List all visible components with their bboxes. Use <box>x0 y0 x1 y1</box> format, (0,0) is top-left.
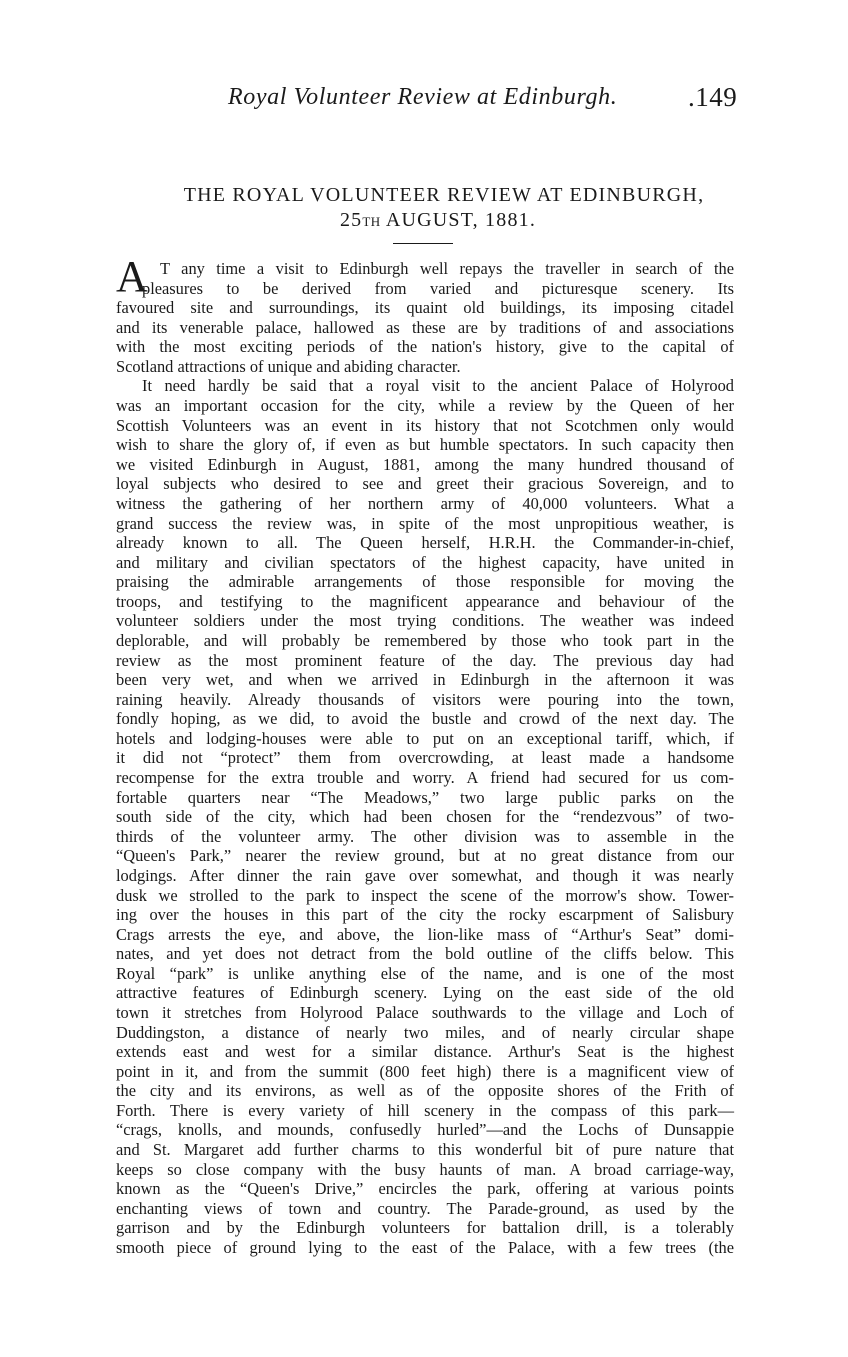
text-line: Scotland attractions of unique and abiding character. <box>116 356 461 376</box>
text-line: already known to all. The Queen herself, H.R.H. the Commander-in-chief, <box>116 533 734 553</box>
article-title: THE ROYAL VOLUNTEER REVIEW AT EDINBURGH, <box>183 184 705 206</box>
article-body <box>116 259 734 1257</box>
text-line: Duddingston, a distance of nearly two miles, and of nearly circular shape <box>116 1022 734 1042</box>
text-line: been very wet, and when we arrived in Edinburgh in the afternoon it was <box>116 670 734 690</box>
article-date <box>14 209 848 232</box>
text-line: Scottish Volunteers was an event in its history that not Scotchmen only would <box>116 415 734 435</box>
running-title: Royal Volunteer Review at Edinburgh. <box>228 84 618 110</box>
drop-cap: A <box>116 252 148 301</box>
text-line: recompense for the extra trouble and worry. A friend had secured for us com- <box>116 768 734 788</box>
text-line: “crags, knolls, and mounds, confusedly hurled”—and the Lochs of Dunsappie <box>116 1120 734 1140</box>
text-line: pleasures to be derived from varied and picturesque scenery. Its <box>142 278 734 298</box>
text-line: known as the “Queen's Drive,” encircles the park, offering at various points <box>116 1179 734 1199</box>
text-line: ing over the houses in this part of the city the rocky escarpment of Salisbury <box>116 905 734 925</box>
text-line: it did not “protect” them from overcrowding, at least made a handsome <box>116 748 734 768</box>
text-line: keeps so close company with the busy haunts of man. A broad carriage-way, <box>116 1159 734 1179</box>
text-line: wish to share the glory of, if even as but humble spectators. In such capacity then <box>116 435 734 455</box>
text-line: south side of the city, which had been chosen for the “rendezvous” of two- <box>116 807 734 827</box>
text-line: praising the admirable arrangements of those responsible for moving the <box>116 572 734 592</box>
text-line: Crags arrests the eye, and above, the lion-like mass of “Arthur's Seat” domi- <box>116 924 734 944</box>
text-line: the city and its environs, as well as of the opposite shores of the Frith of <box>116 1081 734 1101</box>
text-line: dusk we strolled to the park to inspect the scene of the morrow's show. Tower- <box>116 885 734 905</box>
text-line: and St. Margaret add further charms to this wonderful bit of pure nature that <box>116 1140 734 1160</box>
text-line: we visited Edinburgh in August, 1881, among the many hundred thousand of <box>116 454 734 474</box>
text-line: hotels and lodging-houses were able to put on an exceptional tariff, which, if <box>116 728 734 748</box>
date-day-suffix: TH <box>362 214 381 229</box>
text-line: Royal “park” is unlike anything else of the name, and is one of the most <box>116 963 734 983</box>
text-line: and its venerable palace, hallowed as these are by traditions of and associations <box>116 317 734 337</box>
text-line: favoured site and surroundings, its quaint old buildings, its imposing citadel <box>116 298 734 318</box>
text-line: point in it, and from the summit (800 feet high) there is a magnificent view of <box>116 1061 734 1081</box>
text-line: smooth piece of ground lying to the east of the Palace, with a few trees (the <box>116 1237 734 1257</box>
running-head <box>0 84 848 114</box>
text-line: with the most exciting periods of the nation's history, give to the capital of <box>116 337 734 357</box>
text-line: was an important occasion for the city, while a review by the Queen of her <box>116 396 734 416</box>
text-line: lodgings. After dinner the rain gave over somewhat, and though it was nearly <box>116 865 734 885</box>
text-line: deplorable, and will probably be remembered by those who took part in the <box>116 630 734 650</box>
text-line: Forth. There is every variety of hill scenery in the compass of this park— <box>116 1100 734 1120</box>
text-line: garrison and by the Edinburgh volunteers for battalion drill, is a tolerably <box>116 1218 734 1238</box>
text-line: nates, and yet does not detract from the bold outline of the cliffs below. This <box>116 944 734 964</box>
text-line: grand success the review was, in spite of the most unpropitious weather, is <box>116 513 734 533</box>
text-line: loyal subjects who desired to see and greet their gracious Sovereign, and to <box>116 474 734 494</box>
text-line: fortable quarters near “The Meadows,” two large public parks on the <box>116 787 734 807</box>
text-line: troops, and testifying to the magnificent appearance and behaviour of the <box>116 591 734 611</box>
text-line: extends east and west for a similar distance. Arthur's Seat is the highest <box>116 1042 734 1062</box>
text-line: attractive features of Edinburgh scenery. Lying on the east side of the old <box>116 983 734 1003</box>
text-line: thirds of the volunteer army. The other division was to assemble in the <box>116 826 734 846</box>
text-line: fondly hoping, as we did, to avoid the bustle and crowd of the next day. The <box>116 709 734 729</box>
title-divider <box>393 243 453 244</box>
date-rest: AUGUST, 1881. <box>385 209 537 231</box>
text-line: review as the most prominent feature of the day. The previous day had <box>116 650 734 670</box>
text-line: volunteer soldiers under the most trying conditions. The weather was indeed <box>116 611 734 631</box>
page-number: .149 <box>688 82 738 112</box>
text-line: T any time a visit to Edinburgh well repays the traveller in search of the <box>160 259 734 278</box>
text-line: and military and civilian spectators of the highest capacity, have united in <box>116 552 734 572</box>
text-line: town it stretches from Holyrood Palace southwards to the village and Loch of <box>116 1002 734 1022</box>
text-line: It need hardly be said that a royal visit to the ancient Palace of Holyrood <box>142 376 734 396</box>
text-line: “Queen's Park,” nearer the review ground, but at no great distance from our <box>116 846 734 866</box>
date-day: 25 <box>339 209 363 231</box>
text-line: witness the gathering of her northern army of 40,000 volunteers. What a <box>116 493 734 513</box>
text-line: raining heavily. Already thousands of visitors were pouring into the town, <box>116 689 734 709</box>
text-line: enchanting views of town and country. The Parade-ground, as used by the <box>116 1198 734 1218</box>
